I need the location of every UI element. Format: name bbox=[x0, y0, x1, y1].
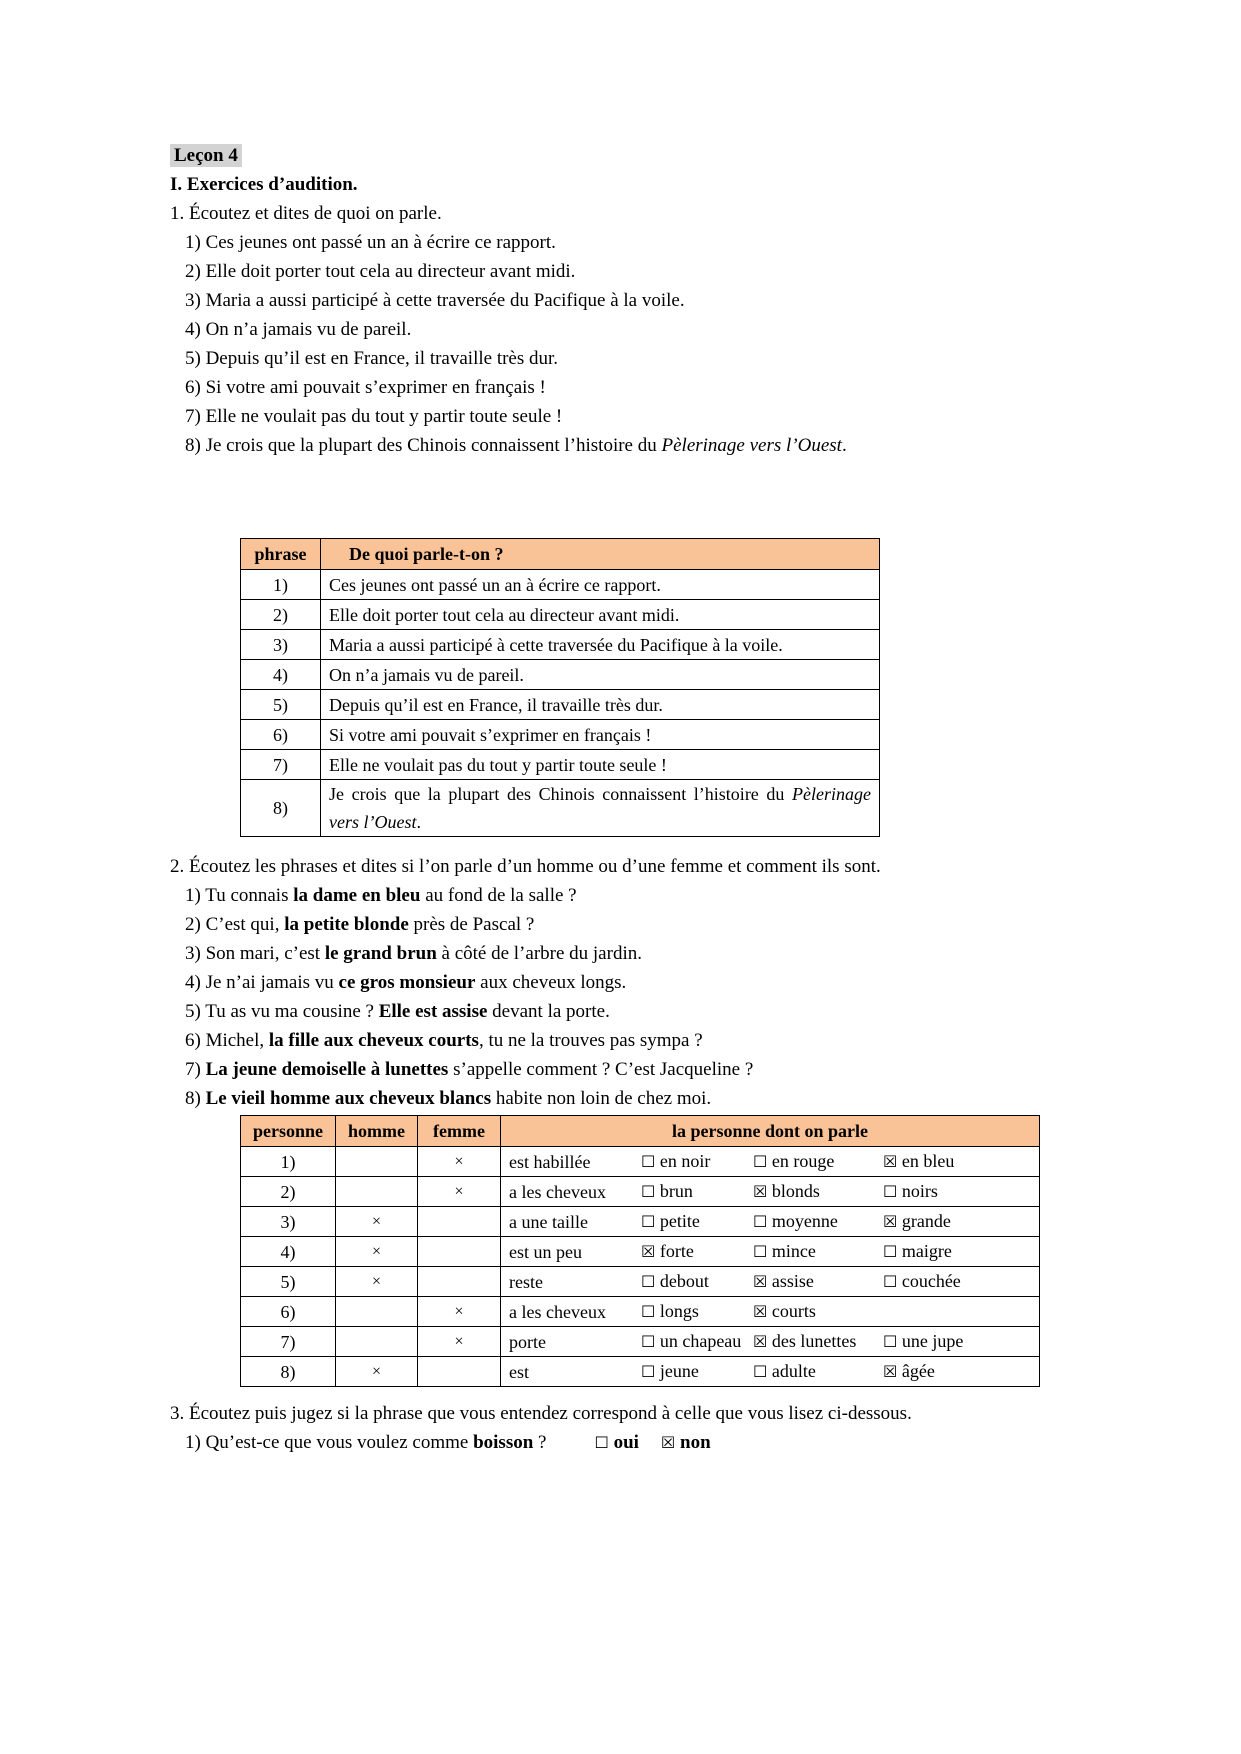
checkbox-option[interactable]: ☐ jeune bbox=[641, 1361, 699, 1381]
checkbox-icon[interactable]: ☒ bbox=[641, 1242, 656, 1261]
checkbox-option[interactable]: ☐ maigre bbox=[883, 1241, 952, 1261]
phrase-table bbox=[240, 538, 880, 837]
description: est bbox=[509, 1361, 529, 1382]
homme-mark: × bbox=[336, 1237, 418, 1267]
table-row: 5) Depuis qu’il est en France, il travaille très dur. bbox=[241, 690, 880, 720]
checkbox-option-non[interactable]: ☒ non bbox=[660, 1432, 711, 1453]
description: a une taille bbox=[509, 1211, 588, 1232]
checkbox-icon[interactable]: ☒ bbox=[883, 1362, 898, 1381]
checkbox-icon[interactable]: ☐ bbox=[883, 1242, 898, 1261]
homme-mark bbox=[336, 1147, 418, 1177]
homme-mark bbox=[336, 1297, 418, 1327]
femme-mark: × bbox=[418, 1327, 501, 1357]
exercise2-item: 2) C’est qui, la petite blonde près de Pascal ? bbox=[185, 914, 535, 935]
table-row: 8) × est ☐ jeune ☐ adulte ☒ âgée bbox=[241, 1357, 1040, 1387]
table-row: 4) On n’a jamais vu de pareil. bbox=[241, 660, 880, 690]
checkbox-option[interactable]: ☒ forte bbox=[641, 1241, 694, 1261]
description: a les cheveux bbox=[509, 1181, 606, 1202]
table-row: 6) × a les cheveux ☐ longs ☒ courts bbox=[241, 1297, 1040, 1327]
checkbox-option[interactable]: ☒ des lunettes bbox=[753, 1331, 857, 1351]
description: est un peu bbox=[509, 1241, 582, 1262]
checkbox-icon[interactable]: ☐ bbox=[594, 1433, 609, 1452]
exercise2-item: 3) Son mari, c’est le grand brun à côté de l’arbre du jardin. bbox=[185, 943, 642, 964]
checkbox-option[interactable]: ☐ longs bbox=[641, 1301, 699, 1321]
checkbox-option[interactable]: ☐ moyenne bbox=[753, 1211, 838, 1231]
checkbox-option[interactable]: ☒ assise bbox=[753, 1271, 814, 1291]
checkbox-icon[interactable]: ☐ bbox=[753, 1212, 768, 1231]
table-row: 4) × est un peu ☒ forte ☐ mince ☐ maigre bbox=[241, 1237, 1040, 1267]
exercise3-item: 1) Qu’est-ce que vous voulez comme boisson ? ☐ oui ☒ non bbox=[185, 1432, 711, 1453]
italic-title: Pèlerinage vers l’Ouest bbox=[329, 784, 871, 832]
italic-title: Pèlerinage vers l’Ouest bbox=[661, 435, 842, 456]
exercise1-item: 6) Si votre ami pouvait s’exprimer en français ! bbox=[185, 377, 546, 398]
section1-heading: I. Exercices d’audition. bbox=[170, 174, 358, 195]
header-femme: femme bbox=[418, 1116, 501, 1147]
checkbox-option[interactable]: ☐ mince bbox=[753, 1241, 816, 1261]
checkbox-option-oui[interactable]: ☐ oui bbox=[594, 1432, 639, 1453]
checkbox-icon[interactable]: ☐ bbox=[641, 1362, 656, 1381]
checkbox-icon[interactable]: ☐ bbox=[753, 1152, 768, 1171]
header-phrase: phrase bbox=[241, 539, 321, 570]
description: reste bbox=[509, 1271, 543, 1292]
lesson-title: Leçon 4 bbox=[170, 144, 242, 167]
checkbox-option[interactable]: ☐ noirs bbox=[883, 1181, 938, 1201]
checkbox-icon[interactable]: ☒ bbox=[883, 1212, 898, 1231]
checkbox-icon[interactable]: ☒ bbox=[753, 1332, 768, 1351]
checkbox-icon[interactable]: ☐ bbox=[883, 1332, 898, 1351]
checkbox-icon[interactable]: ☒ bbox=[753, 1302, 768, 1321]
exercise2-item: 8) Le vieil homme aux cheveux blancs habite non loin de chez moi. bbox=[185, 1088, 712, 1109]
exercise1-item: 4) On n’a jamais vu de pareil. bbox=[185, 319, 412, 340]
personne-table bbox=[240, 1115, 1040, 1387]
checkbox-icon[interactable]: ☒ bbox=[753, 1272, 768, 1291]
homme-mark: × bbox=[336, 1207, 418, 1237]
checkbox-icon[interactable]: ☐ bbox=[641, 1182, 656, 1201]
table-row: 8) Je crois que la plupart des Chinois connaissent l’histoire du Pèlerinage vers l’Ouest. bbox=[241, 780, 880, 837]
exercise2-item: 1) Tu connais la dame en bleu au fond de la salle ? bbox=[185, 885, 577, 906]
header-homme: homme bbox=[336, 1116, 418, 1147]
checkbox-icon[interactable]: ☐ bbox=[883, 1272, 898, 1291]
description: est habillée bbox=[509, 1151, 591, 1172]
homme-mark: × bbox=[336, 1267, 418, 1297]
checkbox-icon[interactable]: ☐ bbox=[641, 1332, 656, 1351]
homme-mark bbox=[336, 1327, 418, 1357]
checkbox-option[interactable]: ☒ grande bbox=[883, 1211, 951, 1231]
checkbox-icon[interactable]: ☐ bbox=[883, 1182, 898, 1201]
checkbox-icon[interactable]: ☐ bbox=[753, 1362, 768, 1381]
table-row: 1) Ces jeunes ont passé un an à écrire ce rapport. bbox=[241, 570, 880, 600]
header-personne: personne bbox=[241, 1116, 336, 1147]
table-row: 2) × a les cheveux ☐ brun ☒ blonds ☐ noirs bbox=[241, 1177, 1040, 1207]
table-header-row bbox=[241, 1116, 1040, 1147]
checkbox-option[interactable]: ☐ en rouge bbox=[753, 1151, 835, 1171]
checkbox-option[interactable]: ☒ en bleu bbox=[883, 1151, 955, 1171]
checkbox-option[interactable]: ☒ âgée bbox=[883, 1361, 935, 1381]
table-cell-text: Je crois que la plupart des Chinois connaissent l’histoire du Pèlerinage vers l’Ouest. bbox=[329, 784, 871, 832]
table-header-row bbox=[241, 539, 880, 570]
exercise2-item: 7) La jeune demoiselle à lunettes s’appelle comment ? C’est Jacqueline ? bbox=[185, 1059, 754, 1080]
description: porte bbox=[509, 1331, 546, 1352]
checkbox-icon[interactable]: ☐ bbox=[641, 1272, 656, 1291]
table-row: 3) × a une taille ☐ petite ☐ moyenne ☒ grande bbox=[241, 1207, 1040, 1237]
exercise1-item: 5) Depuis qu’il est en France, il travaille très dur. bbox=[185, 348, 559, 369]
homme-mark: × bbox=[336, 1357, 418, 1387]
exercise1-item: 1) Ces jeunes ont passé un an à écrire ce rapport. bbox=[185, 232, 556, 253]
exercise2-item: 6) Michel, la fille aux cheveux courts, tu ne la trouves pas sympa ? bbox=[185, 1030, 703, 1051]
checkbox-icon[interactable]: ☒ bbox=[753, 1182, 768, 1201]
exercise1-item: 2) Elle doit porter tout cela au directeur avant midi. bbox=[185, 261, 576, 282]
checkbox-option[interactable]: ☐ adulte bbox=[753, 1361, 816, 1381]
checkbox-option[interactable]: ☒ courts bbox=[753, 1301, 816, 1321]
checkbox-icon[interactable]: ☒ bbox=[660, 1433, 676, 1452]
lesson-title-line bbox=[170, 141, 1105, 170]
description: a les cheveux bbox=[509, 1301, 606, 1322]
exercise2-title: 2. Écoutez les phrases et dites si l’on parle d’un homme ou d’une femme et comment ils sont. bbox=[170, 856, 881, 877]
table-row: 6) Si votre ami pouvait s’exprimer en français ! bbox=[241, 720, 880, 750]
checkbox-option[interactable]: ☐ une jupe bbox=[883, 1331, 964, 1351]
homme-mark bbox=[336, 1177, 418, 1207]
table-row: 7) × porte ☐ un chapeau ☒ des lunettes ☐ une jupe bbox=[241, 1327, 1040, 1357]
exercise1-item: 8) Je crois que la plupart des Chinois connaissent l’histoire du Pèlerinage vers l’Ouest. bbox=[185, 435, 847, 456]
checkbox-icon[interactable]: ☒ bbox=[883, 1152, 898, 1171]
table-row: 5) × reste ☐ debout ☒ assise ☐ couchée bbox=[241, 1267, 1040, 1297]
table-row: 1) × est habillée ☐ en noir ☐ en rouge ☒ en bleu bbox=[241, 1147, 1040, 1177]
femme-mark bbox=[418, 1267, 501, 1297]
header-question: De quoi parle-t-on ? bbox=[321, 539, 880, 570]
checkbox-option[interactable]: ☒ blonds bbox=[753, 1181, 820, 1201]
table-row: 3) Maria a aussi participé à cette traversée du Pacifique à la voile. bbox=[241, 630, 880, 660]
checkbox-option[interactable]: ☐ un chapeau bbox=[641, 1331, 742, 1351]
femme-mark bbox=[418, 1207, 501, 1237]
exercise2-item: 5) Tu as vu ma cousine ? Elle est assise devant la porte. bbox=[185, 1001, 610, 1022]
table-row: 7) Elle ne voulait pas du tout y partir toute seule ! bbox=[241, 750, 880, 780]
checkbox-icon[interactable]: ☐ bbox=[641, 1152, 656, 1171]
table-row: 2) Elle doit porter tout cela au directeur avant midi. bbox=[241, 600, 880, 630]
checkbox-icon[interactable]: ☐ bbox=[641, 1212, 656, 1231]
exercise1-item: 7) Elle ne voulait pas du tout y partir toute seule ! bbox=[185, 406, 563, 427]
header-personne-dont-on-parle: la personne dont on parle bbox=[501, 1116, 1040, 1147]
exercise2-item: 4) Je n’ai jamais vu ce gros monsieur aux cheveux longs. bbox=[185, 972, 627, 993]
exercise1-title: 1. Écoutez et dites de quoi on parle. bbox=[170, 203, 442, 224]
femme-mark: × bbox=[418, 1147, 501, 1177]
femme-mark: × bbox=[418, 1297, 501, 1327]
checkbox-option[interactable]: ☐ en noir bbox=[641, 1151, 711, 1171]
checkbox-icon[interactable]: ☐ bbox=[641, 1302, 656, 1321]
checkbox-option[interactable]: ☐ brun bbox=[641, 1181, 693, 1201]
exercise3-title: 3. Écoutez puis jugez si la phrase que vous entendez correspond à celle que vous lisez ci-dessous. bbox=[170, 1403, 912, 1424]
checkbox-icon[interactable]: ☐ bbox=[753, 1242, 768, 1261]
checkbox-option[interactable]: ☐ petite bbox=[641, 1211, 700, 1231]
exercise1-item: 3) Maria a aussi participé à cette traversée du Pacifique à la voile. bbox=[185, 290, 685, 311]
checkbox-option[interactable]: ☐ couchée bbox=[883, 1271, 961, 1291]
femme-mark: × bbox=[418, 1177, 501, 1207]
femme-mark bbox=[418, 1357, 501, 1387]
checkbox-option[interactable]: ☐ debout bbox=[641, 1271, 709, 1291]
femme-mark bbox=[418, 1237, 501, 1267]
